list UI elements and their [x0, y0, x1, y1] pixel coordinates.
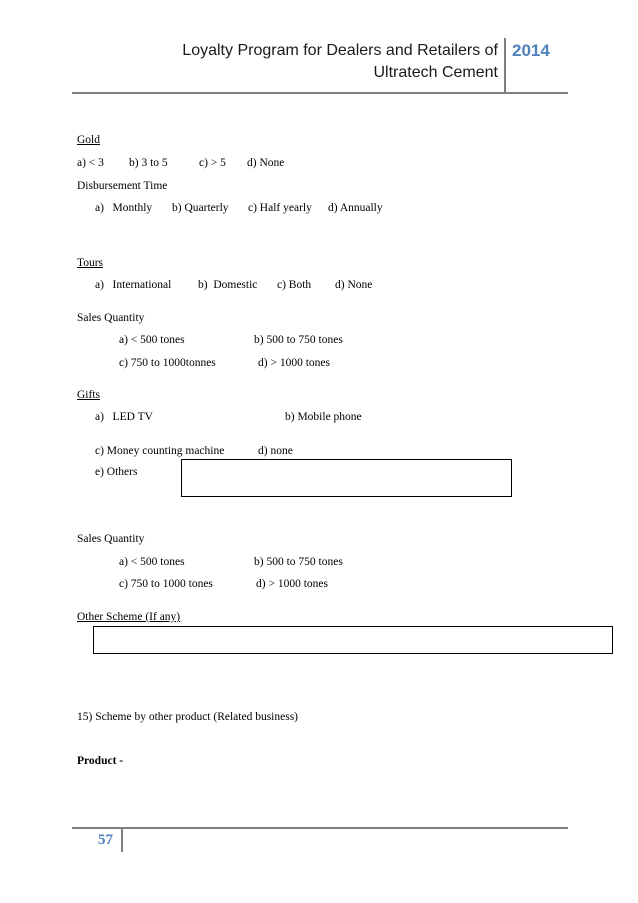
sales-quantity-label-2: Sales Quantity [77, 533, 145, 545]
page-number: 57 [98, 832, 113, 848]
disbursement-option-c: c) Half yearly [248, 202, 312, 214]
header-divider [504, 38, 506, 92]
sales2-option-a: a) < 500 tones [119, 556, 185, 568]
tours-option-b: b) Domestic [198, 279, 258, 291]
disbursement-label: Disbursement Time [77, 180, 168, 192]
gifts-option-c: c) Money counting machine [95, 445, 225, 457]
header-rule [72, 92, 568, 94]
sales1-option-a: a) < 500 tones [119, 334, 185, 346]
footer-divider [121, 828, 123, 852]
disbursement-option-a: a) Monthly [95, 202, 153, 214]
gifts-option-b: b) Mobile phone [285, 411, 362, 423]
gifts-others-input[interactable] [181, 459, 512, 497]
sales2-option-c: c) 750 to 1000 tones [119, 578, 213, 590]
other-scheme-heading: Other Scheme (If any) [77, 611, 181, 623]
header-title [182, 40, 498, 84]
header-year: 2014 [512, 41, 550, 60]
gold-option-a: a) < 3 [77, 157, 104, 169]
gifts-option-a: a) LED TV [95, 411, 153, 423]
header-title-line1: Loyalty Program for Dealers and Retailers of [182, 42, 498, 59]
gold-option-d: d) None [247, 157, 285, 169]
tours-option-d: d) None [335, 279, 373, 291]
gold-option-b: b) 3 to 5 [129, 157, 168, 169]
gold-heading: Gold [77, 134, 100, 146]
sales1-option-d: d) > 1000 tones [258, 357, 330, 369]
tours-heading: Tours [77, 257, 104, 269]
disbursement-option-b: b) Quarterly [172, 202, 229, 214]
sales2-option-d: d) > 1000 tones [256, 578, 328, 590]
disbursement-option-d: d) Annually [328, 202, 383, 214]
sales1-option-b: b) 500 to 750 tones [254, 334, 343, 346]
gold-option-c: c) > 5 [199, 157, 226, 169]
gifts-heading: Gifts [77, 389, 100, 401]
gifts-option-e: e) Others [95, 466, 138, 478]
product-label: Product - [77, 755, 124, 767]
sales1-option-c: c) 750 to 1000tonnes [119, 357, 216, 369]
other-scheme-input[interactable] [93, 626, 613, 654]
gifts-option-d: d) none [258, 445, 293, 457]
footer-rule [72, 827, 568, 829]
sales-quantity-label-1: Sales Quantity [77, 312, 145, 324]
sales2-option-b: b) 500 to 750 tones [254, 556, 343, 568]
header-title-line2: Ultratech Cement [373, 64, 498, 81]
tours-option-a: a) International [95, 279, 172, 291]
tours-option-c: c) Both [277, 279, 312, 291]
question-15: 15) Scheme by other product (Related business) [77, 711, 298, 723]
